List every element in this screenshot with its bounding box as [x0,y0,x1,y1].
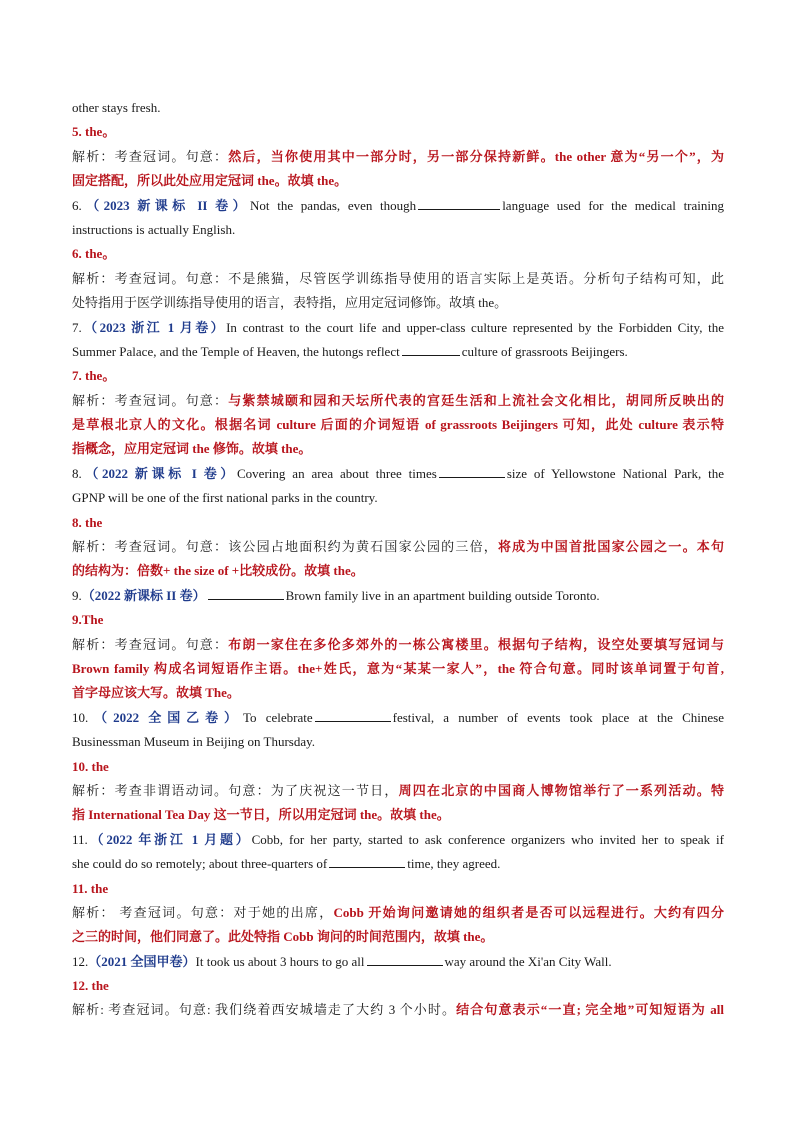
question-text: language used for the medical training [502,197,724,213]
explanation-lead: 解析：考查冠词。句意： [72,392,229,408]
question-number: 12. [72,953,89,969]
question-number: 9. [72,587,82,603]
answer-blank [402,341,460,356]
explanation-text: 布朗一家住在多伦多郊外的一栋公寓楼里。根据句子结构，设空处要填写冠词与 [228,636,724,652]
explanation-11-line-1 [72,901,724,925]
exam-source-tag: （2022 新课标 I 卷） [81,465,238,481]
question-text: size of Yellowstone National Park, the [506,465,724,481]
text-line: other stays fresh. [72,100,161,115]
answer-6: 6. the。 [72,246,116,262]
question-text: Covering an area about three times [237,465,437,481]
explanation-text: 将成为中国首批国家公园之一。本句 [497,539,724,555]
question-10-line-1 [72,706,724,730]
question-11-line-1 [72,828,724,852]
question-number: 6. [72,197,82,213]
explanation-8-line-1 [72,535,724,559]
explanation-5-line-1 [72,145,724,169]
answer-blank [208,585,284,600]
question-7-line-1 [72,316,724,340]
explanation-text: 解析：考查冠词。句意：不是熊猫，尽管医学训练指导使用的语言实际上是英语。分析句子结构可知，此 [72,270,724,286]
question-number: 11. [72,831,88,847]
question-11-line-2 [72,852,724,876]
explanation-lead: 解析: 考查冠词。句意: 我们绕着西安城墙走了大约 3 个小时。 [72,1002,457,1018]
explanation-7-line-2: 是草根北京人的文化。根据名词 culture 后面的介词短语 of grassroots Beijingers 可知，此处 culture 表示特 [72,417,724,433]
question-10-line-2: Businessman Museum in Beijing on Thursday. [72,734,316,750]
question-6-line-2: instructions is actually English. [72,221,236,237]
answer-blank [439,463,505,478]
exam-source-tag: （2022 全国乙卷） [88,709,243,725]
explanation-lead: 解析：考查冠词。句意：该公园占地面积约为黄石国家公园的三倍， [72,539,498,555]
explanation-7-line-3: 指概念，应用定冠词 the 修饰。故填 the。 [72,441,312,457]
question-7-line-2 [72,340,724,364]
answer-blank [329,853,405,868]
explanation-9-line-1 [72,633,724,657]
exam-source-tag: （2023 新课标 II 卷） [81,197,251,213]
explanation-8-line-2: 的结构为：倍数+ the size of +比较成份。故填 the。 [72,563,364,579]
question-number: 7. [72,319,82,335]
document-page [72,96,724,1023]
answer-blank [315,707,391,722]
question-text: To celebrate [242,709,313,725]
question-text: Not the pandas, even though [250,197,417,213]
question-text: festival, a number of events took place at the Chinese [392,709,724,725]
explanation-lead: 解析：考查非谓语动词。句意：为了庆祝这一节日， [72,782,399,798]
explanation-lead: 解析： 考查冠词。句意：对于她的出席， [72,904,334,920]
answer-9: 9.The [72,612,104,628]
explanation-7-line-1 [72,389,724,413]
explanation-lead: 解析：考查冠词。句意： [72,148,229,164]
answer-blank [418,195,500,210]
question-6-line-1 [72,194,724,218]
explanation-9-line-2: Brown family 构成名词短语作主语。the+姓氏，意为“某某一家人”，the 符合句意。同时该单词置于句首, [72,660,724,676]
question-text: she could do so remotely; about three-quarters of [72,856,328,872]
question-text: Cobb, for her party, started to ask conference organizers who invited her to speak if [251,831,724,847]
explanation-text: Cobb 开始询问邀请她的组织者是否可以远程进行。大约有四分 [333,904,724,920]
question-8-line-1 [72,462,724,486]
question-text: time, they agreed. [407,856,501,872]
question-text: way around the Xi'an City Wall. [444,953,612,969]
explanation-10-line-1 [72,779,724,803]
answer-11: 11. the [72,880,109,896]
exam-source-tag: （2022 新课标 II 卷） [81,587,206,603]
exam-source-tag: （2023 浙江 1 月卷） [81,319,227,335]
answer-10: 10. the [72,758,109,774]
explanation-6-line-1 [72,267,724,291]
answer-8: 8. the [72,514,103,530]
explanation-lead: 解析：考查冠词。句意： [72,636,229,652]
explanation-11-line-2: 之三的时间，他们同意了。此处特指 Cobb 询问的时间范围内，故填 the。 [72,929,494,945]
answer-12: 12. the [72,978,109,994]
explanation-5-line-2: 固定搭配，所以此处应用定冠词 the。故填 the。 [72,173,348,189]
explanation-10-line-2: 指 International Tea Day 这一节日，所以用定冠词 the。故填 the。 [72,807,450,823]
explanation-6-line-2 [72,291,724,315]
question-number: 10. [72,709,89,725]
explanation-text: 处特指用于医学训练指导使用的语言，表特指，应用定冠词修饰。故填 the。 [72,295,508,311]
question-9-line-1 [72,584,724,608]
answer-7: 7. the。 [72,368,116,384]
explanation-text: 周四在北京的中国商人博物馆举行了一系列活动。特 [398,782,724,798]
question-number: 8. [72,465,82,481]
explanation-12-line-1 [72,998,724,1022]
question-text: In contrast to the court life and upper-class culture represented by the Forbidden City, the [226,319,724,335]
question-text: Summer Palace, and the Temple of Heaven, the hutongs reflect [72,343,400,359]
explanation-text: 与紫禁城颐和园和天坛所代表的宫廷生活和上流社会文化相比，胡同所反映出的 [228,392,724,408]
exam-source-tag: （2022 年浙江 1 月题） [87,831,252,847]
answer-5: 5. the。 [72,124,116,140]
explanation-text: 结合句意表示“一直; 完全地”可知短语为 all [456,1002,724,1018]
question-8-line-2: GPNP will be one of the first national parks in the country. [72,490,378,506]
exam-source-tag: （2021 全国甲卷） [88,953,196,969]
explanation-text: 然后，当你使用其中一部分时，另一部分保持新鲜。the other 意为“另一个”，为 [228,148,724,164]
question-text: It took us about 3 hours to go all [195,953,365,969]
answer-blank [367,951,443,966]
explanation-9-line-3: 首字母应该大写。故填 The。 [72,685,240,701]
question-12-line-1 [72,950,724,974]
question-text: culture of grassroots Beijingers. [461,343,628,359]
question-text: Brown family live in an apartment building outside Toronto. [285,587,600,603]
